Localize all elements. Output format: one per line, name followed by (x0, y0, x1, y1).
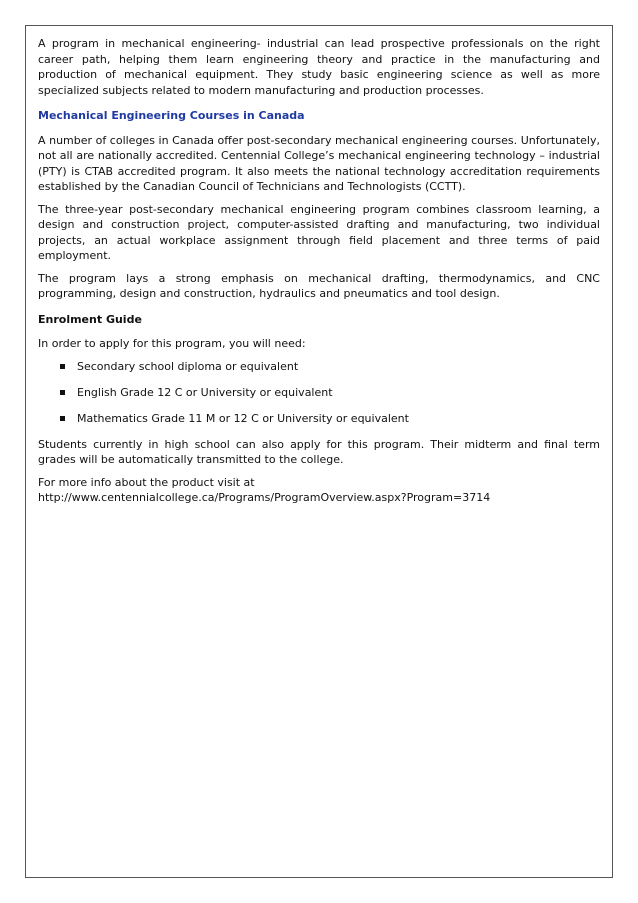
square-bullet-icon (60, 390, 65, 395)
requirement-text: Secondary school diploma or equivalent (77, 359, 299, 373)
square-bullet-icon (60, 364, 65, 369)
intro-paragraph: A program in mechanical engineering- industrial can lead prospective professionals on the right career path, helping them learn engineering theory and practice in the manufacturing and production of mechanical equipment. They study basic engineering science as well as more specialized subjects related to modern manufacturing and production processes. (38, 37, 600, 97)
enrolment-intro: In order to apply for this program, you will need: (38, 337, 306, 350)
requirement-text: Mathematics Grade 11 M or 12 C or University or equivalent (77, 411, 409, 425)
more-info-block (38, 475, 600, 506)
more-info-label: For more info about the product visit at (38, 475, 255, 489)
square-bullet-icon (60, 416, 65, 421)
enrolment-heading: Enrolment Guide (38, 312, 142, 326)
requirements-list (38, 359, 600, 427)
list-item (38, 359, 600, 375)
program-description-paragraph: The three-year post-secondary mechanical engineering program combines classroom learning, a design and construction project, computer-assisted drafting and manufacturing, two individual projects, an actual workplace assignment through field placement and three terms of paid employment. (38, 202, 600, 262)
requirement-text: English Grade 12 C or University or equivalent (77, 385, 333, 399)
courses-heading: Mechanical Engineering Courses in Canada (38, 109, 305, 122)
list-item (38, 411, 600, 427)
document-body (38, 36, 600, 513)
program-emphasis-paragraph: The program lays a strong emphasis on mechanical drafting, thermodynamics, and CNC programming, design and construction, hydraulics and pneumatics and tool design. (38, 271, 600, 300)
more-info-link[interactable]: http://www.centennialcollege.ca/Programs/ProgramOverview.aspx?Program=3714 (38, 491, 491, 504)
accreditation-paragraph: A number of colleges in Canada offer post-secondary mechanical engineering courses. Unfortunately, not all are nationally accredited. Centennial College’s mechanical engineering technology – industrial (PTY) is CTAB accredited program. It also meets the national technology accreditation requirements established by the Canadian Council of Technicians and Technologists (CCTT). (38, 133, 600, 193)
students-note: Students currently in high school can also apply for this program. Their midterm and final term grades will be automatically transmitted to the college. (38, 437, 600, 466)
list-item (38, 385, 600, 401)
